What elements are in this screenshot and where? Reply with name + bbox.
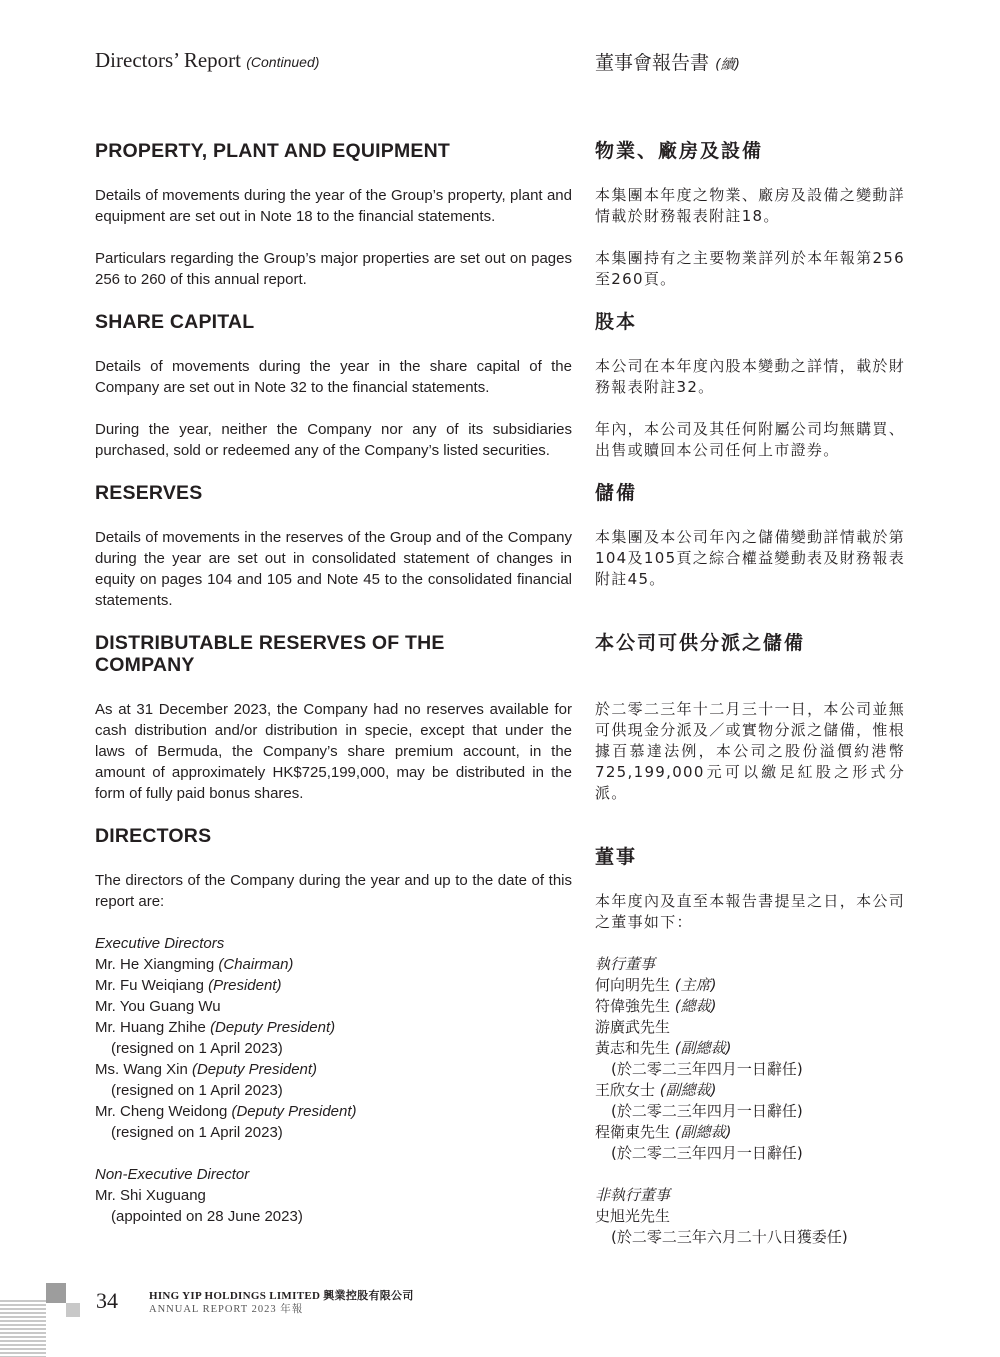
director-item-zh <box>595 1080 905 1101</box>
section-title-directors: DIRECTORS <box>95 825 212 847</box>
director-name: Mr. He Xiangming <box>95 956 219 973</box>
director-item <box>95 1185 572 1206</box>
director-role-zh: (主席) <box>674 976 717 994</box>
chinese-column <box>595 140 905 1248</box>
director-note-zh: (於二零二三年四月一日辭任) <box>611 1060 803 1078</box>
reserves-paragraph-1-zh: 本集團及本公司年內之儲備變動詳情載於第104及105頁之綜合權益變動表及財務報表附註45。 <box>595 528 905 588</box>
non-executive-director-heading: Non-Executive Director <box>95 1166 250 1183</box>
director-item-zh <box>595 996 905 1017</box>
director-note-zh: (於二零二三年四月一日辭任) <box>611 1102 803 1120</box>
director-name: Mr. Cheng Weidong <box>95 1103 232 1120</box>
director-item-zh <box>595 975 905 996</box>
director-role: (Deputy President) <box>191 1061 318 1078</box>
director-item <box>95 1101 572 1122</box>
director-item <box>95 1017 572 1038</box>
director-item <box>95 996 572 1017</box>
director-name-zh: 黃志和先生 <box>595 1039 675 1057</box>
footer-stripes-decoration <box>0 1300 46 1357</box>
share-capital-paragraph-2-zh: 年內，本公司及其任何附屬公司均無購買、出售或贖回本公司任何上市證券。 <box>595 420 905 459</box>
director-note-zh: (於二零二三年六月二十八日獲委任) <box>611 1228 848 1246</box>
director-name-zh: 何向明先生 <box>595 976 675 994</box>
executive-directors-heading-zh: 執行董事 <box>595 955 656 973</box>
director-item-zh <box>595 1206 905 1227</box>
directors-paragraph-1: The directors of the Company during the year and up to the date of this report are: <box>95 872 572 910</box>
director-item-zh <box>595 1038 905 1059</box>
header-title-en: Directors’ Report <box>95 48 241 72</box>
executive-directors-heading: Executive Directors <box>95 935 225 952</box>
footer-square-decoration <box>46 1283 66 1303</box>
ppe-paragraph-2: Particulars regarding the Group’s major properties are set out on pages 256 to 260 of this annual report. <box>95 250 572 288</box>
ppe-paragraph-2-zh: 本集團持有之主要物業詳列於本年報第256至260頁。 <box>595 249 905 288</box>
director-role: (Chairman) <box>218 956 294 973</box>
ppe-paragraph-1: Details of movements during the year of the Group’s property, plant and equipment are set out in Note 18 to the financial statements. <box>95 187 572 225</box>
footer-company-name: HING YIP HOLDINGS LIMITED 興業控股有限公司 <box>149 1290 414 1302</box>
share-capital-paragraph-2: During the year, neither the Company nor any of its subsidiaries purchased, sold or redeemed any of the Company’s listed securities. <box>95 421 572 459</box>
director-role: (Deputy President) <box>210 1019 336 1036</box>
section-title-reserves: RESERVES <box>95 482 203 504</box>
section-title-distributable-reserves-zh: 本公司可供分派之儲備 <box>595 632 806 654</box>
footer-report-name: ANNUAL REPORT 2023 年報 <box>149 1304 304 1315</box>
director-item <box>95 975 572 996</box>
page-header-zh <box>595 48 740 75</box>
director-name-zh: 游廣武先生 <box>595 1018 671 1036</box>
ppe-paragraph-1-zh: 本集團本年度之物業、廠房及設備之變動詳情載於財務報表附註18。 <box>595 186 905 225</box>
page-header-en <box>95 48 319 73</box>
director-role: (President) <box>208 977 282 994</box>
section-title-share-capital: SHARE CAPITAL <box>95 311 255 333</box>
director-name: Mr. Huang Zhihe <box>95 1019 211 1036</box>
reserves-paragraph-1: Details of movements in the reserves of the Group and of the Company during the year are set out in consolidated statement of changes in equity on pages 104 and 105 and Note 45 to the consolidated financial statements. <box>95 529 572 609</box>
director-note: (resigned on 1 April 2023) <box>111 1040 283 1057</box>
non-executive-director-heading-zh: 非執行董事 <box>595 1186 671 1204</box>
section-title-reserves-zh: 儲備 <box>595 482 638 504</box>
director-name-zh: 王欣女士 <box>595 1081 660 1099</box>
directors-paragraph-1-zh: 本年度內及直至本報告書提呈之日，本公司之董事如下： <box>595 892 905 931</box>
director-role-zh: (副總裁) <box>659 1081 717 1099</box>
director-note: (appointed on 28 June 2023) <box>111 1208 303 1225</box>
director-item <box>95 954 572 975</box>
director-item <box>95 1059 572 1080</box>
header-continued-zh: (續) <box>715 57 740 73</box>
distributable-reserves-paragraph-1-zh: 於二零二三年十二月三十一日，本公司並無可供現金分派及／或實物分派之儲備，惟根據百慕達法例，本公司之股份溢價約港幣725,199,000元可以繳足紅股之形式分派。 <box>595 700 905 802</box>
director-role: (Deputy President) <box>231 1103 357 1120</box>
director-item-zh <box>595 1122 905 1143</box>
director-item-zh <box>595 1017 905 1038</box>
director-role-zh: (副總裁) <box>674 1039 732 1057</box>
header-continued-en: (Continued) <box>246 54 320 70</box>
director-name: Mr. Fu Weiqiang <box>95 977 209 994</box>
share-capital-paragraph-1-zh: 本公司在本年度內股本變動之詳情，載於財務報表附註32。 <box>595 357 905 396</box>
section-title-directors-zh: 董事 <box>595 846 638 868</box>
director-role-zh: (總裁) <box>674 997 717 1015</box>
director-name-zh: 程衛東先生 <box>595 1123 675 1141</box>
director-note: (resigned on 1 April 2023) <box>111 1124 283 1141</box>
section-title-share-capital-zh: 股本 <box>595 311 638 333</box>
director-note: (resigned on 1 April 2023) <box>111 1082 283 1099</box>
director-name-zh: 史旭光先生 <box>595 1207 671 1225</box>
distributable-reserves-paragraph-1: As at 31 December 2023, the Company had no reserves available for cash distribution and/or distribution in specie, except that under the laws of Bermuda, the Company’s share premium account, in the amount of approximately HK$725,199,000, may be distributed in the form of fully paid bonus shares. <box>95 701 572 802</box>
section-title-distributable-reserves: DISTRIBUTABLE RESERVES OF THE COMPANY <box>95 632 445 676</box>
header-title-zh: 董事會報告書 <box>595 52 710 74</box>
section-title-ppe: PROPERTY, PLANT AND EQUIPMENT <box>95 140 451 162</box>
director-name: Ms. Wang Xin <box>95 1061 192 1078</box>
section-title-ppe-zh: 物業、廠房及設備 <box>595 140 764 162</box>
english-column <box>95 140 572 1227</box>
page-number: 34 <box>96 1288 118 1313</box>
director-name: Mr. You Guang Wu <box>95 998 221 1015</box>
director-note-zh: (於二零二三年四月一日辭任) <box>611 1144 803 1162</box>
director-name-zh: 符偉強先生 <box>595 997 675 1015</box>
footer-square-decoration-small <box>66 1303 80 1317</box>
share-capital-paragraph-1: Details of movements during the year in the share capital of the Company are set out in Note 32 to the financial statements. <box>95 358 572 396</box>
director-role-zh: (副總裁) <box>674 1123 732 1141</box>
director-name: Mr. Shi Xuguang <box>95 1187 206 1204</box>
